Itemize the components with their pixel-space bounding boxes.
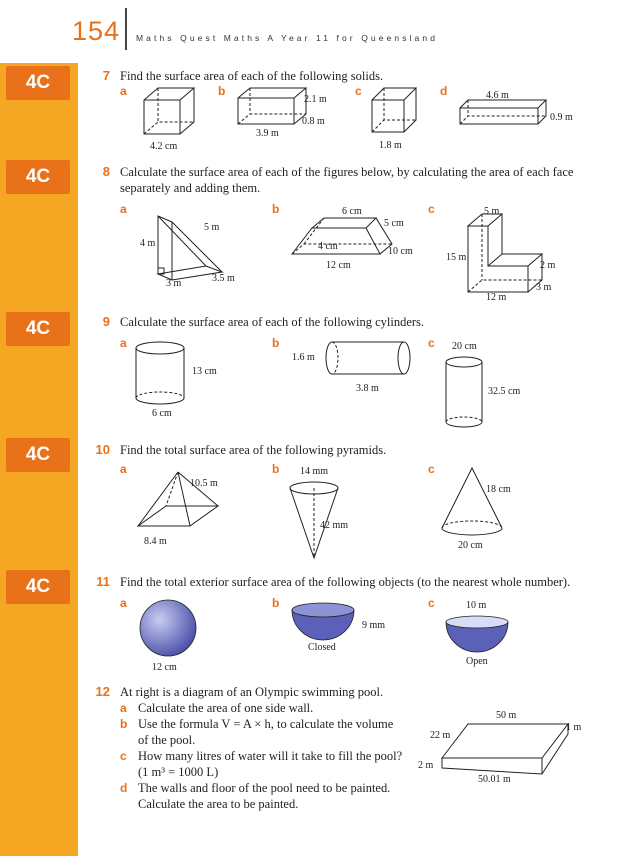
q7b-label-length: 3.9 m <box>256 128 279 139</box>
q9b-label-diameter: 1.6 m <box>292 352 315 363</box>
q10c-label-slant: 18 cm <box>486 484 511 495</box>
q11-letter-a: a <box>120 596 127 610</box>
q8-letter-b: b <box>272 202 280 216</box>
q11-letter-c: c <box>428 596 435 610</box>
q9-text: Calculate the surface area of each of the following cylinders. <box>120 315 425 329</box>
q12-label-floor: 50.01 m <box>478 774 511 785</box>
q8a-label-base: 3.5 m <box>212 273 235 284</box>
q10-number: 10 <box>95 442 110 457</box>
q12a-text: Calculate the area of one side wall. <box>138 701 314 715</box>
q10-letter-a: a <box>120 462 127 476</box>
q7-letter-d: d <box>440 84 448 98</box>
q11a-label: 12 cm <box>152 662 177 673</box>
q11b-hemisphere-figure <box>290 600 356 640</box>
q9c-cylinder-figure <box>444 354 488 430</box>
q7d-label-height: 0.9 m <box>550 112 573 123</box>
q12-label-shallow-depth: 1 m <box>566 722 582 733</box>
q8-number: 8 <box>102 164 110 179</box>
q10a-label-slant: 10.5 m <box>190 478 218 489</box>
book-title: Maths Quest Maths A Year 11 for Queensland <box>136 33 439 43</box>
q10-letter-b: b <box>272 462 280 476</box>
q11c-bowl-figure <box>444 614 510 654</box>
q9c-label-diameter: 20 cm <box>452 341 477 352</box>
q9a-label-height: 13 cm <box>192 366 217 377</box>
q8b-label-height: 4 cm <box>318 241 338 252</box>
q7a-cube-figure <box>140 86 200 138</box>
q8-letter-a: a <box>120 202 127 216</box>
q8c-label-base: 12 m <box>486 292 507 303</box>
q7a-label: 4.2 cm <box>150 141 178 152</box>
q7d-box-figure <box>458 98 548 128</box>
q12-letter-a: a <box>120 701 127 715</box>
q10a-label-base: 8.4 m <box>144 536 167 547</box>
q12-letter-c: c <box>120 749 127 763</box>
q9b-cylinder-figure <box>322 340 412 380</box>
q7c-cube-figure <box>370 86 420 136</box>
q11-letter-b: b <box>272 596 280 610</box>
q8b-label-base: 12 cm <box>326 260 351 271</box>
q12-intro: At right is a diagram of an Olympic swimming pool. <box>120 685 384 699</box>
q7-number: 7 <box>102 68 110 83</box>
q8-letter-c: c <box>428 202 435 216</box>
q11a-sphere-figure <box>138 598 198 658</box>
page-number: 154 <box>72 16 121 46</box>
q8a-label-slant: 5 m <box>204 222 220 233</box>
q8c-label-height: 15 m <box>446 252 467 263</box>
q12-label-deep-depth: 2 m <box>418 760 434 771</box>
q8c-label-top: 5 m <box>484 206 500 217</box>
section-tag-q7: 4C <box>6 66 70 100</box>
q9-number: 9 <box>102 314 110 329</box>
q9-letter-c: c <box>428 336 435 350</box>
q11b-label-height: 9 mm <box>362 620 386 631</box>
q12-label-length: 50 m <box>496 710 517 721</box>
section-tag-q10: 4C <box>6 438 70 472</box>
q9a-label-diameter: 6 cm <box>152 408 172 419</box>
q12-letter-b: b <box>120 717 128 731</box>
q12d-text-line2: Calculate the area to be painted. <box>138 797 299 811</box>
q11-number: 11 <box>96 574 110 589</box>
q7-letter-b: b <box>218 84 226 98</box>
q9c-label-height: 32.5 cm <box>488 386 521 397</box>
q7b-label-depth: 0.8 m <box>302 116 325 127</box>
q7-letter-c: c <box>355 84 362 98</box>
q8c-label-step: 2 m <box>540 260 556 271</box>
q9a-cylinder-figure <box>134 340 192 406</box>
q8-text-line1: Calculate the surface area of each of the figures below, by calculating the area of each face <box>120 165 574 179</box>
section-tag-q9: 4C <box>6 312 70 346</box>
q7b-label-height: 2.1 m <box>304 94 327 105</box>
q10b-label-height: 42 mm <box>320 520 349 531</box>
q12-label-width: 22 m <box>430 730 451 741</box>
q8b-label-top: 6 cm <box>342 206 362 217</box>
q8c-label-depth: 3 m <box>536 282 552 293</box>
section-tag-q11: 4C <box>6 570 70 604</box>
q9-letter-b: b <box>272 336 280 350</box>
q11-text: Find the total exterior surface area of the following objects (to the nearest whole number). <box>120 575 571 589</box>
q8-text-line2: separately and adding them. <box>120 181 261 195</box>
q10-letter-c: c <box>428 462 435 476</box>
q11b-label-closed: Closed <box>308 642 336 653</box>
q10-text: Find the total surface area of the following pyramids. <box>120 443 387 457</box>
q8a-label-height: 4 m <box>140 238 156 249</box>
q12b-text-line2: of the pool. <box>138 733 196 747</box>
q7-text: Find the surface area of each of the following solids. <box>120 69 384 83</box>
q12-pool-figure <box>428 718 570 778</box>
q12c-text-line2: (1 m³ = 1000 L) <box>138 765 219 779</box>
q10b-label-diameter: 14 mm <box>300 466 329 477</box>
q12-number: 12 <box>95 684 110 699</box>
q8c-lshape-figure <box>466 212 546 294</box>
q7b-box-figure <box>236 86 308 126</box>
q9b-label-length: 3.8 m <box>356 383 379 394</box>
section-tag-q8: 4C <box>6 160 70 194</box>
q8b-label-slant: 10 cm <box>388 246 413 257</box>
q9-letter-a: a <box>120 336 127 350</box>
header-divider <box>125 8 127 50</box>
q12c-text-line1: How many litres of water will it take to fill the pool? <box>138 749 403 763</box>
q11c-label-diameter: 10 m <box>466 600 487 611</box>
q10c-label-diameter: 20 cm <box>458 540 483 551</box>
q8a-label-width: 3 m <box>166 278 182 289</box>
q12d-text-line1: The walls and floor of the pool need to be painted. <box>138 781 391 795</box>
q7-letter-a: a <box>120 84 127 98</box>
q10c-cone-figure <box>440 466 504 538</box>
q12b-text-line1: Use the formula V = A × h, to calculate the volume <box>138 717 394 731</box>
q8b-label-depth: 5 cm <box>384 218 404 229</box>
q7d-label-length: 4.6 m <box>486 90 509 101</box>
q12-letter-d: d <box>120 781 128 795</box>
q7c-label: 1.8 m <box>379 140 402 151</box>
q11c-label-open: Open <box>466 656 488 667</box>
